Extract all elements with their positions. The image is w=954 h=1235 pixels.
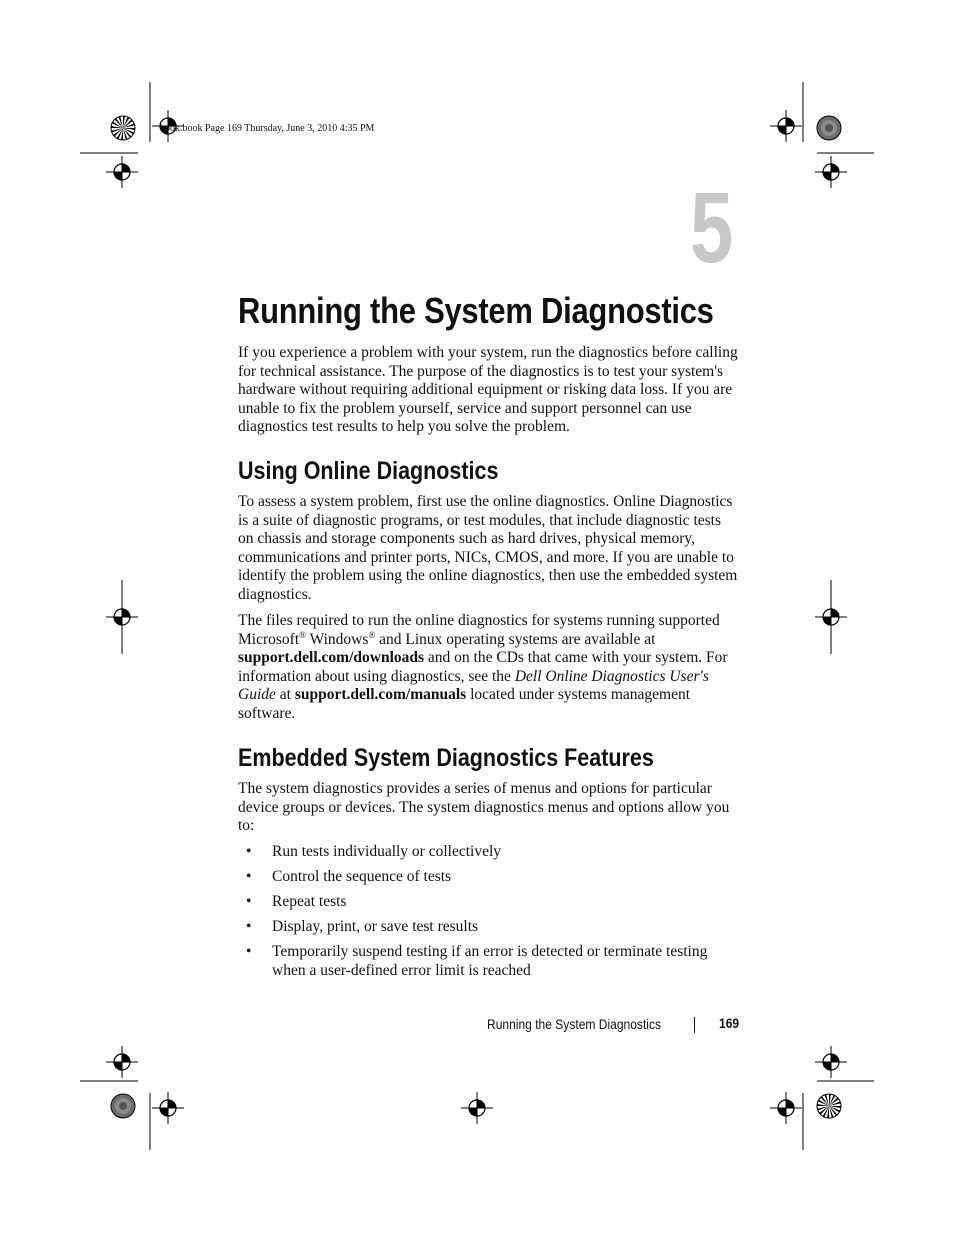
chapter-number: 5	[690, 172, 734, 284]
page-number: 169	[719, 1015, 740, 1031]
intro-paragraph: If you experience a problem with your system, run the diagnostics before calling for technical assistance. The purpose of the diagnostics is to test your system's hardware without requiring additional equipment or risking data loss. If you are unable to fix the problem yourself, service and support personnel can use diagnostics test results to help you solve the problem.	[238, 344, 738, 436]
features-list	[238, 843, 738, 987]
list-item: • Repeat tests	[246, 892, 347, 910]
bullet-icon: •	[246, 892, 252, 910]
bullet-icon: •	[246, 843, 252, 860]
downloads-link[interactable]: support.dell.com/downloads	[238, 649, 425, 667]
list-item: • Temporarily suspend testing if an error is detected or terminate testing when a user-defined error limit is reached	[246, 942, 708, 979]
list-item: • Run tests individually or collectively	[246, 843, 502, 860]
diagnostics-files-paragraph: The files required to run the online diagnostics for systems running supported Microsoft® Windows® and Linux operating systems are available at support.dell.com/downloads and on the CDs that came with your system. For information about using diagnostics, see the Dell Online Diagnostics User's Guide at support.dell.com/manuals located under systems management software.	[238, 612, 728, 722]
registered-mark: ®	[299, 629, 306, 640]
registered-mark: ®	[368, 629, 376, 640]
section-heading-embedded-diagnostics: Embedded System Diagnostics Features	[238, 744, 654, 772]
print-slug: book.book Page 169 Thursday, June 3, 2010 4:35 PM	[160, 123, 375, 134]
bullet-icon: •	[246, 867, 252, 885]
guide-title: Dell Online Diagnostics User's Guide	[238, 667, 709, 704]
footer-running-title: Running the System Diagnostics	[487, 1016, 662, 1032]
bullet-icon: •	[246, 942, 252, 960]
footer-divider	[694, 1017, 695, 1033]
section-heading-online-diagnostics: Using Online Diagnostics	[238, 457, 499, 485]
manuals-link[interactable]: support.dell.com/manuals	[294, 686, 467, 704]
embedded-diagnostics-paragraph: The system diagnostics provides a series of menus and options for particular device groups or devices. The system diagnostics menus and options allow you to:	[238, 780, 730, 835]
list-item: • Control the sequence of tests	[246, 867, 452, 885]
bullet-icon: •	[246, 917, 252, 935]
chapter-title: Running the System Diagnostics	[238, 290, 714, 331]
list-item: • Display, print, or save test results	[246, 917, 479, 935]
online-diagnostics-paragraph: To assess a system problem, first use the online diagnostics. Online Diagnostics is a suite of diagnostic programs, or test modules, that include diagnostic tests on chassis and storage components such as hard drives, physical memory, communications and printer ports, NICs, CMOS, and more. If you are unable to identify the problem using the online diagnostics, then use the embedded system diagnostics.	[238, 493, 738, 603]
